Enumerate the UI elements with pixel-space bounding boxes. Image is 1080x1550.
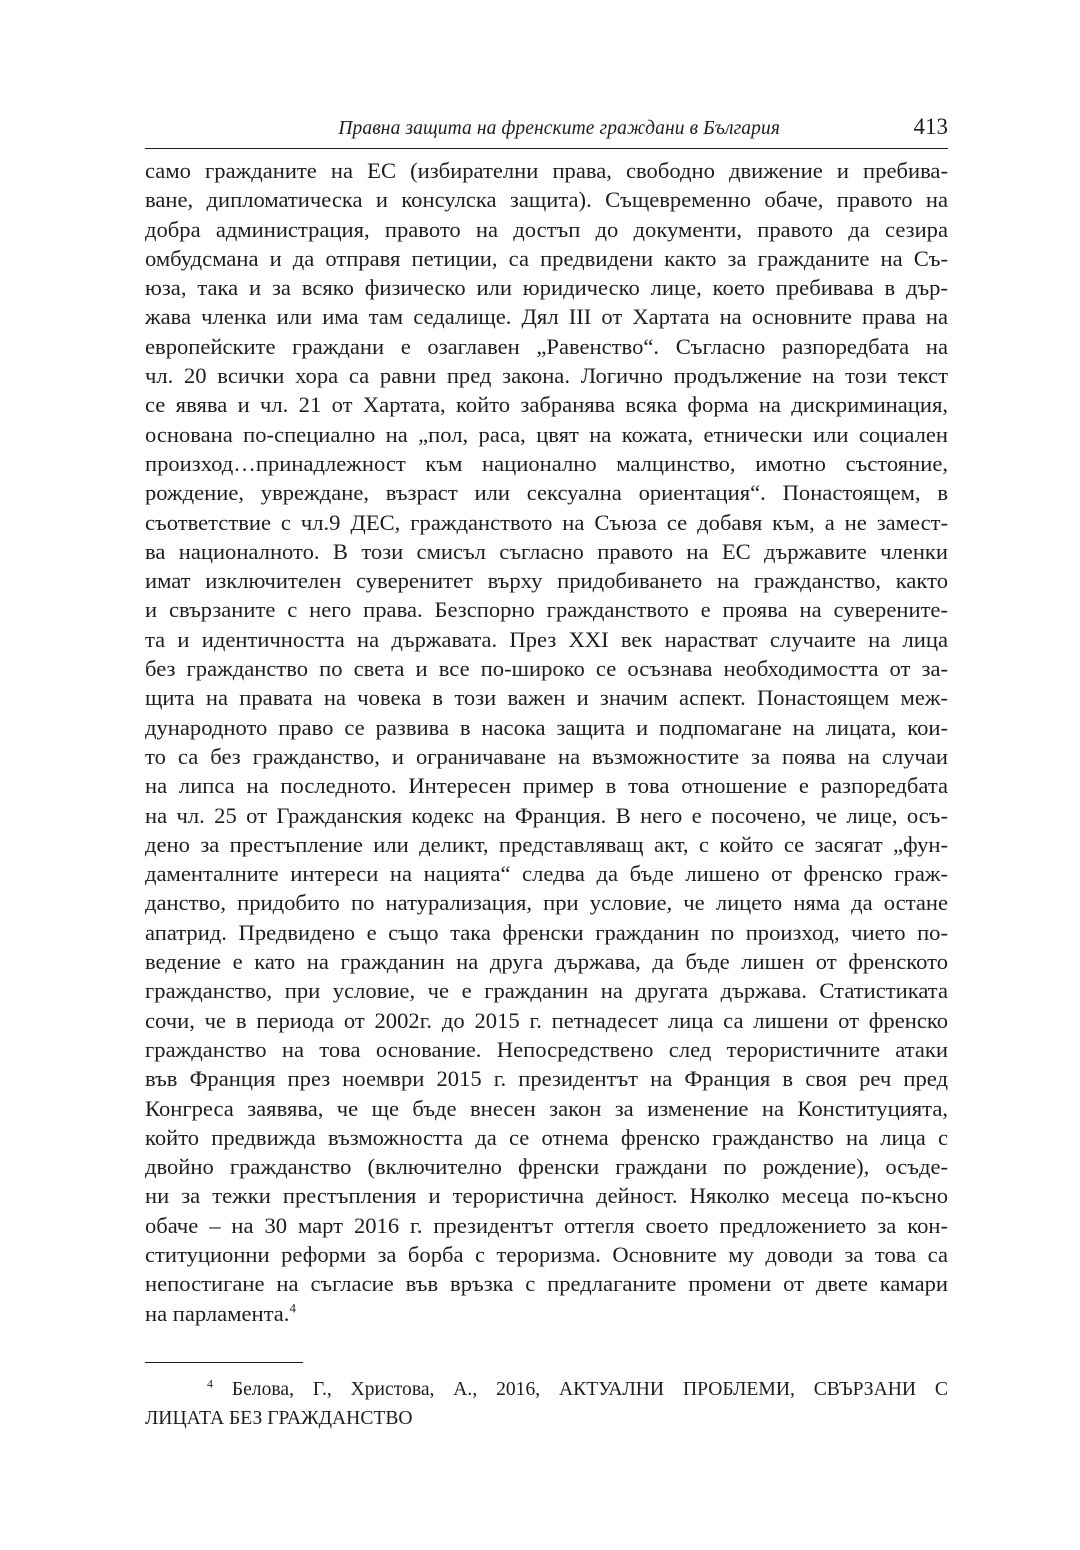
body-line: основана по-специално на „пол, раса, цвят на кожата, етнически или социален (145, 421, 948, 447)
body-line: гражданство, при условие, че е гражданин на другата държава. Статистиката (145, 978, 948, 1004)
body-line: се явява и чл. 21 от Хартата, който забранява всяка форма на дискриминация, (145, 392, 948, 418)
footnote-line-1 (145, 1376, 948, 1405)
running-header (145, 114, 948, 149)
body-line: без гражданство по света и все по-широко се осъзнава необходимостта от за- (145, 656, 948, 682)
body-line: гражданство на това основание. Непосредствено след терористичните атаки (145, 1036, 948, 1062)
body-line: само гражданите на ЕС (избирателни права, свободно движение и пребива- (145, 158, 948, 183)
body-line: сочи, че в периода от 2002г. до 2015 г. петнадесет лица са лишени от френско (145, 1007, 948, 1033)
body-line: двойно гражданство (включително френски граждани по рождение), осъде- (145, 1154, 948, 1180)
body-lines (145, 156, 948, 1299)
footnote-number: 4 (207, 1376, 213, 1391)
body-line: чл. 20 всички хора са равни пред закона. Логично продължение на този текст (145, 363, 948, 389)
body-line: европейските граждани е озаглавен „Равенство“. Съгласно разпоредбата на (145, 333, 948, 359)
body-line: който предвижда възможността да се отнема френско гражданство на лица с (145, 1124, 948, 1150)
body-line-last-text: на парламента. (145, 1300, 290, 1326)
body-line: щита на правата на човека в този важен и значим аспект. Понастоящем меж- (145, 685, 948, 711)
body-line: данство, придобито по натурализация, при условие, че лицето няма да остане (145, 890, 948, 916)
body-line: дународното право се развива в насока защита и подпомагане на лицата, кои- (145, 714, 948, 740)
body-line-last (145, 1299, 948, 1328)
body-line: дено за престъпление или деликт, представляващ акт, с който се засягат „фун- (145, 831, 948, 857)
body-line: Конгреса заявява, че ще бъде внесен закон за изменение на Конституцията, (145, 1095, 948, 1121)
body-line: произход…принадлежност към национално малцинство, имотно състояние, (145, 450, 948, 476)
body-line: юза, така и за всяко физическо или юридическо лице, което пребивава в дър- (145, 275, 948, 301)
body-line: ведение е като на гражданин на друга държава, да бъде лишен от френското (145, 949, 948, 975)
body-line: съответствие с чл.9 ДЕС, гражданството на Съюза се добавя към, а не замест- (145, 509, 948, 535)
body-line: на липса на последното. Интересен пример в това отношение е разпоредбата (145, 773, 948, 799)
footnote-line-2: ЛИЦАТА БЕЗ ГРАЖДАНСТВО (145, 1407, 413, 1429)
body-line: жава членка или има там седалище. Дял III от Хартата на основните права на (145, 304, 948, 330)
footnote-divider (145, 1362, 303, 1363)
footnote (145, 1376, 948, 1433)
body-line: ни за тежки престъпления и терористична дейност. Няколко месеца по-късно (145, 1183, 948, 1209)
body-line: то са без гражданство, и ограничаване на възможностите за поява на случаи (145, 743, 948, 769)
body-text (145, 156, 948, 1328)
body-line: имат изключителен суверенитет върху придобиването на гражданство, както (145, 568, 948, 594)
body-line: апатрид. Предвидено е също така френски гражданин по произход, чието по- (145, 919, 948, 945)
body-line: ституционни реформи за борба с тероризма. Основните му доводи за това са (145, 1241, 948, 1267)
body-line: на чл. 25 от Гражданския кодекс на Франция. В него е посочено, че лице, осъ- (145, 802, 948, 828)
page-number: 413 (913, 114, 948, 139)
body-line: та и идентичността на държавата. През XXI век нарастват случаите на лица (145, 626, 948, 652)
body-line: ване, дипломатическа и консулска защита). Същевременно обаче, правото на (145, 187, 948, 213)
body-line: омбудсмана и да отправя петиции, са предвидени както за гражданите на Съ- (145, 245, 948, 271)
body-line: обаче – на 30 март 2016 г. президентът оттегля своето предложението за кон- (145, 1212, 948, 1238)
body-line: и свързаните с него права. Безспорно гражданството е проява на суверените- (145, 597, 948, 623)
footnote-reference[interactable]: 4 (289, 1300, 296, 1316)
body-line: във Франция през ноември 2015 г. президентът на Франция в своя реч пред (145, 1066, 948, 1092)
body-line: добра администрация, правото на достъп до документи, правото да сезира (145, 216, 948, 242)
body-line: рождение, увреждане, възраст или сексуална ориентация“. Понастоящем, в (145, 480, 948, 506)
body-line: непостигане на съгласие във връзка с предлаганите промени от двете камари (145, 1271, 948, 1297)
body-line: даменталните интереси на нацията“ следва да бъде лишено от френско граж- (145, 861, 948, 887)
footnote-text-1: Белова, Г., Христова, А., 2016, АКТУАЛНИ ПРОБЛЕМИ, СВЪРЗАНИ С (231, 1379, 948, 1400)
running-header-title: Правна защита на френските граждани в България (338, 118, 780, 139)
body-line: ва националното. В този смисъл съгласно правото на ЕС държавите членки (145, 538, 948, 564)
